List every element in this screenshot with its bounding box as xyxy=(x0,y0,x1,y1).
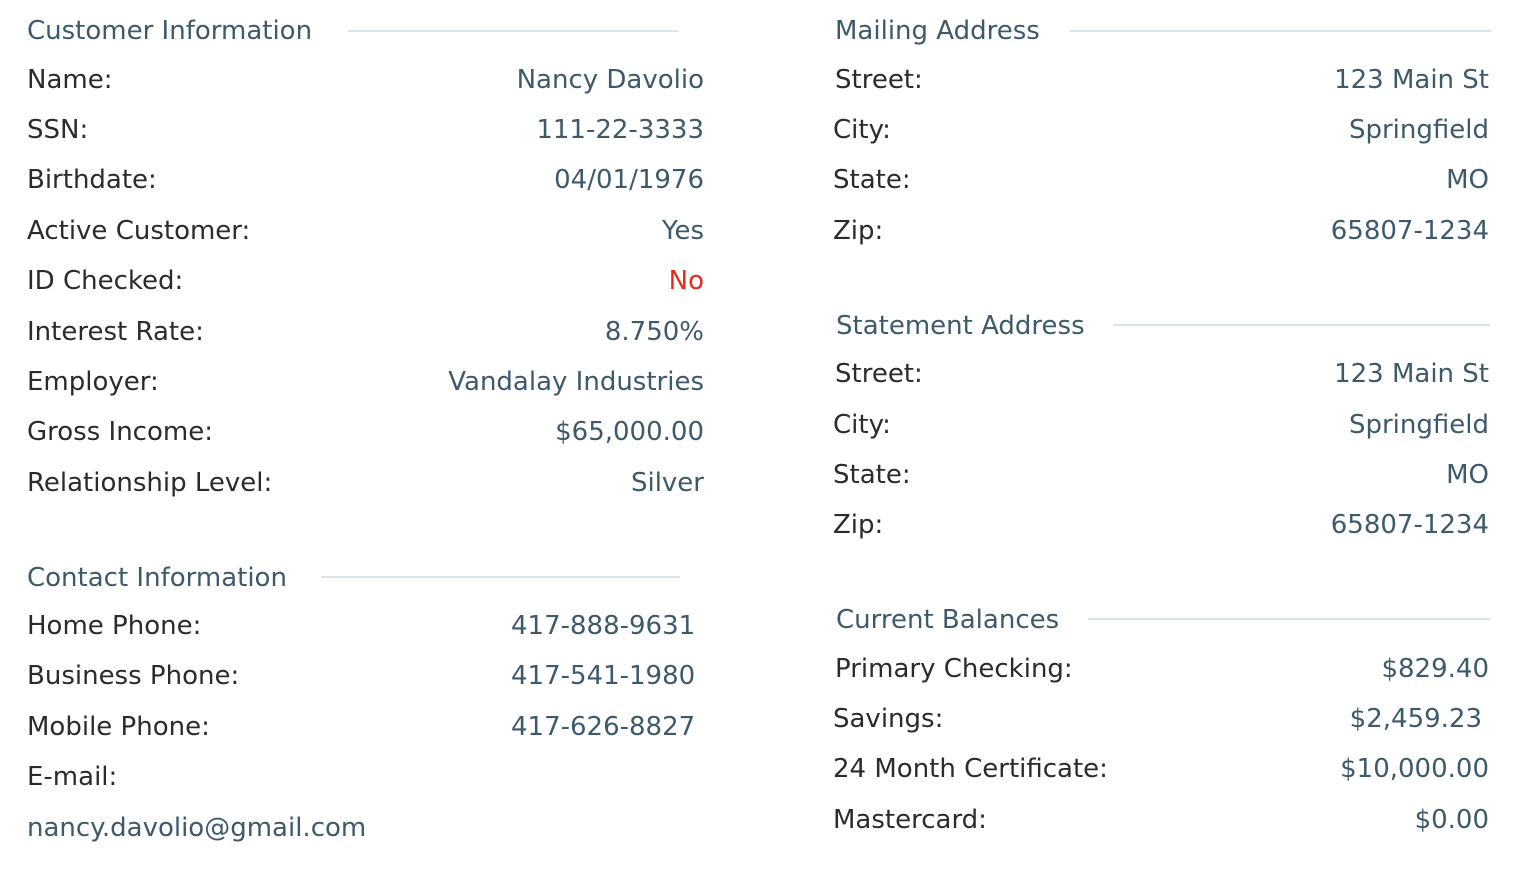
ssn-value: 111-22-3333 xyxy=(536,115,704,145)
relationship-level-value: Silver xyxy=(630,468,704,498)
certificate-value: $10,000.00 xyxy=(1340,754,1489,784)
birthdate-value: 04/01/1976 xyxy=(554,165,704,195)
mobile-phone-value[interactable]: 417-626-8827 xyxy=(511,712,696,742)
statement-street-value: 123 Main St xyxy=(1334,359,1489,389)
active-customer-label: Active Customer: xyxy=(27,216,251,246)
employer-label: Employer: xyxy=(27,367,159,397)
mailing-zip-value: 65807-1234 xyxy=(1330,216,1489,246)
statement-address-divider xyxy=(1113,324,1490,326)
mastercard-value: $0.00 xyxy=(1414,805,1489,835)
mailing-city-label: City: xyxy=(833,115,891,145)
statement-city-label: City: xyxy=(833,410,891,440)
home-phone-label: Home Phone: xyxy=(27,611,202,641)
customer-information-divider xyxy=(348,30,678,32)
mobile-phone-label: Mobile Phone: xyxy=(27,712,210,742)
mailing-zip-label: Zip: xyxy=(833,216,884,246)
primary-checking-value: $829.40 xyxy=(1381,654,1489,684)
mailing-city-value: Springfield xyxy=(1348,115,1489,145)
gross-income-label: Gross Income: xyxy=(27,417,213,447)
mailing-state-value: MO xyxy=(1446,165,1489,195)
interest-rate-value: 8.750% xyxy=(604,317,704,347)
ssn-label: SSN: xyxy=(27,115,89,145)
contact-information-heading: Contact Information xyxy=(27,563,287,593)
current-balances-divider xyxy=(1088,618,1491,620)
business-phone-label: Business Phone: xyxy=(27,661,240,691)
mastercard-label: Mastercard: xyxy=(833,805,987,835)
mailing-street-label: Street: xyxy=(835,65,923,95)
contact-information-divider xyxy=(321,576,680,578)
statement-state-label: State: xyxy=(833,460,911,490)
interest-rate-label: Interest Rate: xyxy=(27,317,204,347)
business-phone-value[interactable]: 417-541-1980 xyxy=(511,661,696,691)
primary-checking-label: Primary Checking: xyxy=(835,654,1073,684)
email-label: E-mail: xyxy=(27,762,118,792)
statement-street-label: Street: xyxy=(835,359,923,389)
savings-value: $2,459.23 xyxy=(1349,704,1482,734)
gross-income-value: $65,000.00 xyxy=(555,417,704,447)
statement-state-value: MO xyxy=(1446,460,1489,490)
mailing-address-divider xyxy=(1070,30,1491,32)
name-label: Name: xyxy=(27,65,113,95)
statement-zip-value: 65807-1234 xyxy=(1330,510,1489,540)
statement-address-heading: Statement Address xyxy=(836,311,1085,341)
id-checked-value: No xyxy=(668,266,704,296)
mailing-state-label: State: xyxy=(833,165,911,195)
statement-city-value: Springfield xyxy=(1348,410,1489,440)
email-value[interactable]: nancy.davolio@gmail.com xyxy=(27,813,367,843)
current-balances-heading: Current Balances xyxy=(836,605,1060,635)
statement-zip-label: Zip: xyxy=(833,510,884,540)
active-customer-value: Yes xyxy=(662,216,704,246)
savings-label: Savings: xyxy=(833,704,944,734)
name-value: Nancy Davolio xyxy=(516,65,704,95)
customer-information-heading: Customer Information xyxy=(27,16,313,46)
id-checked-label: ID Checked: xyxy=(27,266,184,296)
employer-value: Vandalay Industries xyxy=(448,367,704,397)
mailing-street-value: 123 Main St xyxy=(1334,65,1489,95)
relationship-level-label: Relationship Level: xyxy=(27,468,273,498)
mailing-address-heading: Mailing Address xyxy=(835,16,1040,46)
birthdate-label: Birthdate: xyxy=(27,165,157,195)
certificate-label: 24 Month Certificate: xyxy=(833,754,1108,784)
home-phone-value[interactable]: 417-888-9631 xyxy=(511,611,696,641)
